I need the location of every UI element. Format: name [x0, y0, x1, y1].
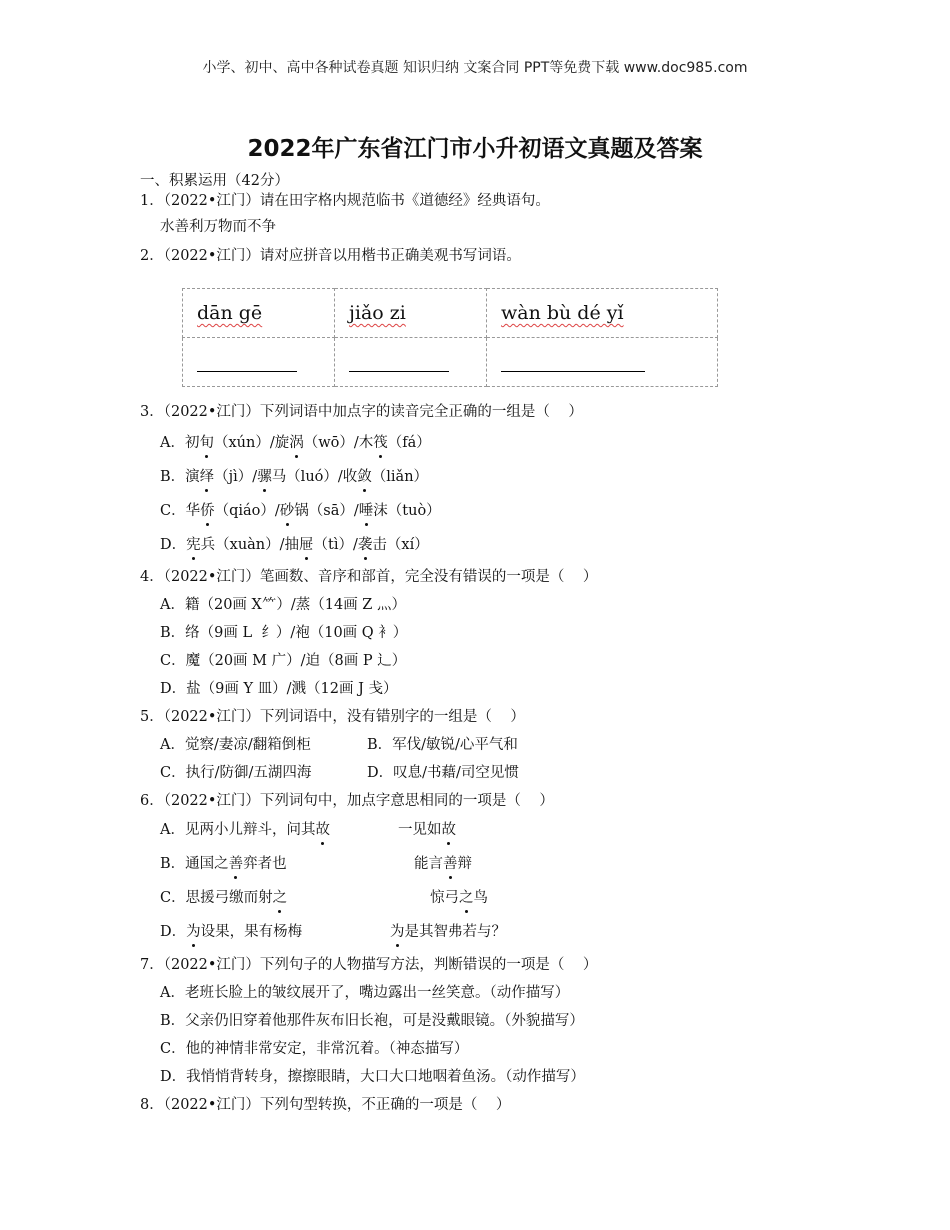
site-header: 小学、初中、高中各种试卷真题 知识归纳 文案合同 PPT等免费下载 www.doc985.com — [202, 60, 748, 76]
q1-text: 水善利万物而不争 — [160, 219, 276, 235]
pinyin-table — [182, 288, 718, 387]
q5-option-b: B．军伐/敏锐/心平气和 — [367, 737, 518, 753]
q4-option-b: B．络（9画 L 纟）/袍（10画 Q 衤） — [160, 625, 408, 641]
q3-option-a: A．初旬（xún）/旋涡（wō）/木筏（fá） — [160, 435, 431, 451]
answer-blank-3[interactable] — [501, 357, 645, 372]
q2-stem: 2．（2022•江门）请对应拼音以用楷书正确美观书写词语。 — [140, 248, 521, 264]
answer-blank-2[interactable] — [349, 357, 449, 372]
q3-stem: 3．（2022•江门）下列词语中加点字的读音完全正确的一组是（ ） — [140, 404, 583, 420]
q7-option-c: C．他的神情非常安定，非常沉着。（神态描写） — [160, 1041, 469, 1057]
q6-option-c: C．思援弓缴而射之 — [160, 890, 288, 906]
q6-option-d-2: 为是其智弗若与？ — [390, 924, 506, 940]
q5-option-a: A．觉察/妻凉/翻箱倒柜 — [160, 737, 311, 753]
q4-option-d: D．盐（9画 Y 皿）/溅（12画 J 戋） — [160, 681, 398, 697]
q6-option-b: B．通国之善弈者也 — [160, 856, 287, 872]
q7-stem: 7．（2022•江门）下列句子的人物描写方法，判断错误的一项是（ ） — [140, 957, 598, 973]
q7-option-a: A．老班长脸上的皱纹展开了，嘴边露出一丝笑意。（动作描写） — [160, 985, 570, 1001]
q5-stem: 5．（2022•江门）下列词语中，没有错别字的一组是（ ） — [140, 709, 525, 725]
q7-option-b: B．父亲仍旧穿着他那件灰布旧长袍，可是没戴眼镜。（外貌描写） — [160, 1013, 584, 1029]
section-heading: 一、积累运用（42分） — [140, 173, 289, 189]
q6-option-a-2: 一见如故 — [398, 822, 456, 838]
q4-option-a: A．籍（20画 X⺮）/蒸（14画 Z 灬） — [160, 597, 406, 613]
q8-stem: 8．（2022•江门）下列句型转换，不正确的一项是（ ） — [140, 1097, 511, 1113]
pinyin-2: jiǎo zi — [349, 302, 406, 324]
q7-option-d: D．我悄悄背转身，擦擦眼睛，大口大口地咽着鱼汤。（动作描写） — [160, 1069, 585, 1085]
q6-option-c-2: 惊弓之鸟 — [430, 890, 488, 906]
q6-option-a: A．见两小儿辩斗，问其故 — [160, 822, 330, 838]
answer-blank-1[interactable] — [197, 357, 297, 372]
pinyin-1: dān gē — [197, 302, 263, 324]
q3-option-c: C．华侨（qiáo）/砂锅（sā）/唾沫（tuò） — [160, 503, 441, 519]
q3-option-b: B．演绎（jì）/骡马（luó）/收敛（liǎn） — [160, 469, 429, 485]
q6-option-b-2: 能言善辩 — [414, 856, 472, 872]
q5-option-c: C．执行/防御/五湖四海 — [160, 765, 312, 781]
pinyin-3: wàn bù dé yǐ — [501, 302, 624, 324]
q6-option-d: D．为设果，果有杨梅 — [160, 924, 303, 940]
q6-stem: 6．（2022•江门）下列词句中，加点字意思相同的一项是（ ） — [140, 793, 554, 809]
q1-stem: 1．（2022•江门）请在田字格内规范临书《道德经》经典语句。 — [140, 193, 550, 209]
q4-option-c: C．魔（20画 M 广）/迫（8画 P 辶） — [160, 653, 407, 669]
q3-option-d: D．宪兵（xuàn）/抽屉（tì）/袭击（xí） — [160, 537, 429, 553]
page-title: 2022年广东省江门市小升初语文真题及答案 — [247, 136, 703, 162]
q4-stem: 4．（2022•江门）笔画数、音序和部首，完全没有错误的一项是（ ） — [140, 569, 598, 585]
q5-option-d: D．叹息/书藉/司空见惯 — [367, 765, 519, 781]
